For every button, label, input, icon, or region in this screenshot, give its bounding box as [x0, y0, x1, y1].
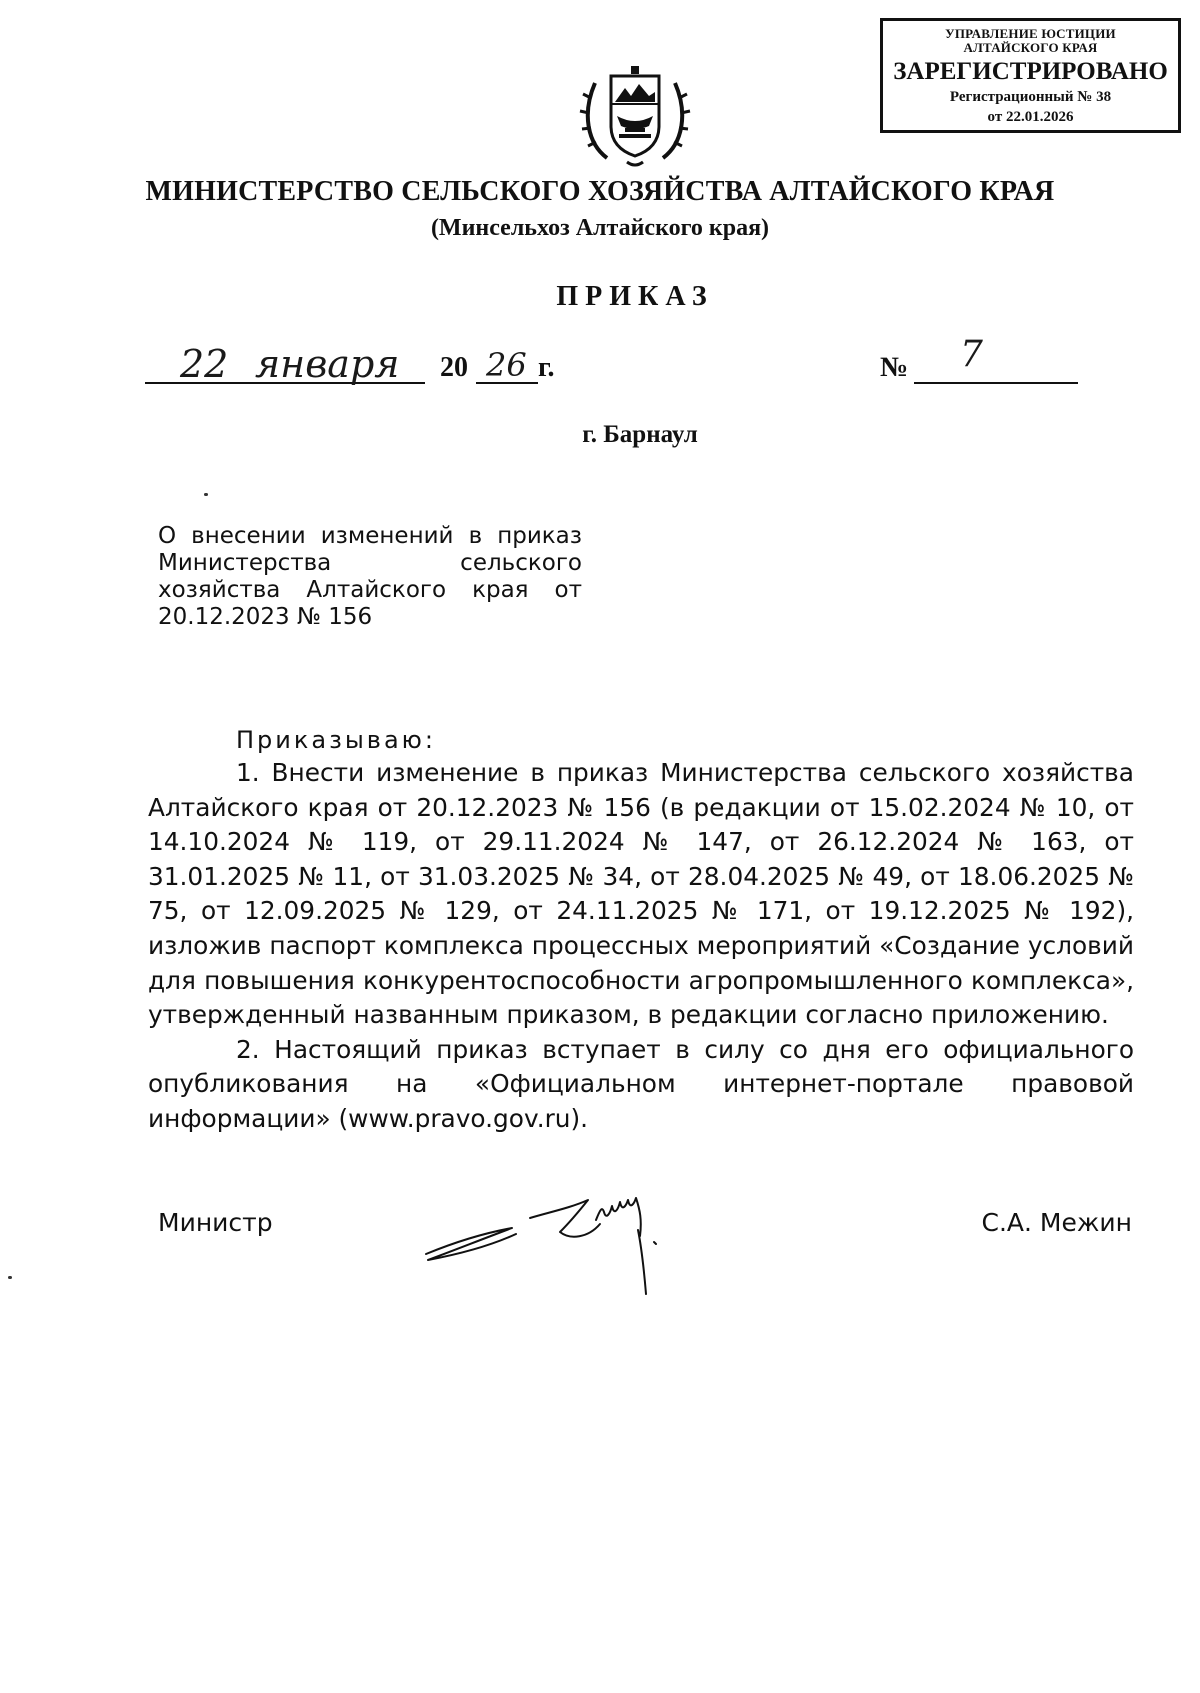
- registration-stamp: [880, 18, 1181, 133]
- scan-speck: [8, 1276, 12, 1279]
- coat-of-arms-icon: [577, 58, 693, 176]
- order-number: 7: [960, 334, 983, 375]
- paragraph-2: 2. Настоящий приказ вступает в силу со дня его официального опубликования на «Официальном интернет-портале правовой информации» (www.pravo.gov.ru).: [148, 1034, 1134, 1133]
- city: г. Барнаул: [582, 421, 698, 448]
- number-underline: [914, 344, 1078, 384]
- scan-speck: [204, 493, 208, 496]
- stamp-status: ЗАРЕГИСТРИРОВАНО: [893, 58, 1168, 85]
- ministry-name: МИНИСТЕРСТВО СЕЛЬСКОГО ХОЗЯЙСТВА АЛТАЙСКОГО КРАЯ: [145, 176, 1055, 207]
- signatory-title: Министр: [158, 1208, 273, 1237]
- stamp-reg-date: 22.01.2026: [1005, 109, 1074, 125]
- document-type: ПРИКАЗ: [556, 281, 714, 312]
- number-label: №: [880, 352, 909, 383]
- year-mark: г.: [538, 352, 555, 383]
- stamp-reg-label: Регистрационный №: [949, 89, 1093, 105]
- date-day: 22: [180, 342, 229, 386]
- stamp-reg-number: 38: [1096, 89, 1112, 105]
- date-month: января: [255, 342, 400, 386]
- stamp-date-line: [883, 108, 1178, 126]
- year-prefix: 20: [440, 352, 468, 383]
- year-suffix: 26: [486, 346, 527, 384]
- signatory-name: С.А. Межин: [981, 1208, 1132, 1237]
- order-label: Приказываю:: [236, 726, 436, 754]
- order-body: [148, 756, 1134, 1137]
- stamp-date-prefix: от: [987, 109, 1003, 125]
- order-subject: О внесении изменений в приказ Министерства сельского хозяйства Алтайского края от 20.12.2023 № 156: [158, 523, 582, 630]
- ministry-short-name: (Минсельхоз Алтайского края): [430, 215, 770, 241]
- stamp-organization: УПРАВЛЕНИЕ ЮСТИЦИИ АЛТАЙСКОГО КРАЯ: [945, 26, 1116, 55]
- stamp-reg-line: [883, 88, 1178, 106]
- handwritten-signature: [420, 1170, 700, 1300]
- paragraph-1: 1. Внести изменение в приказ Министерства сельского хозяйства Алтайского края от 20.12.2023 № 156 (в редакции от 15.02.2024 № 10, от 14.10.2024 № 119, от 29.11.2024 № 147, от 26.12.2024 № 163, от 31.01.2025 № 11, от 31.03.2025 № 34, от 28.04.2025 № 49, от 18.06.2025 № 75, от 12.09.2025 № 129, от 24.11.2025 № 171, от 19.12.2025 № 192), изложив паспорт комплекса процессных мероприятий «Создание условий для повышения конкурентоспособности агропромышленного комплекса», утвержденный названным приказом, в редакции согласно приложению.: [148, 758, 1134, 1030]
